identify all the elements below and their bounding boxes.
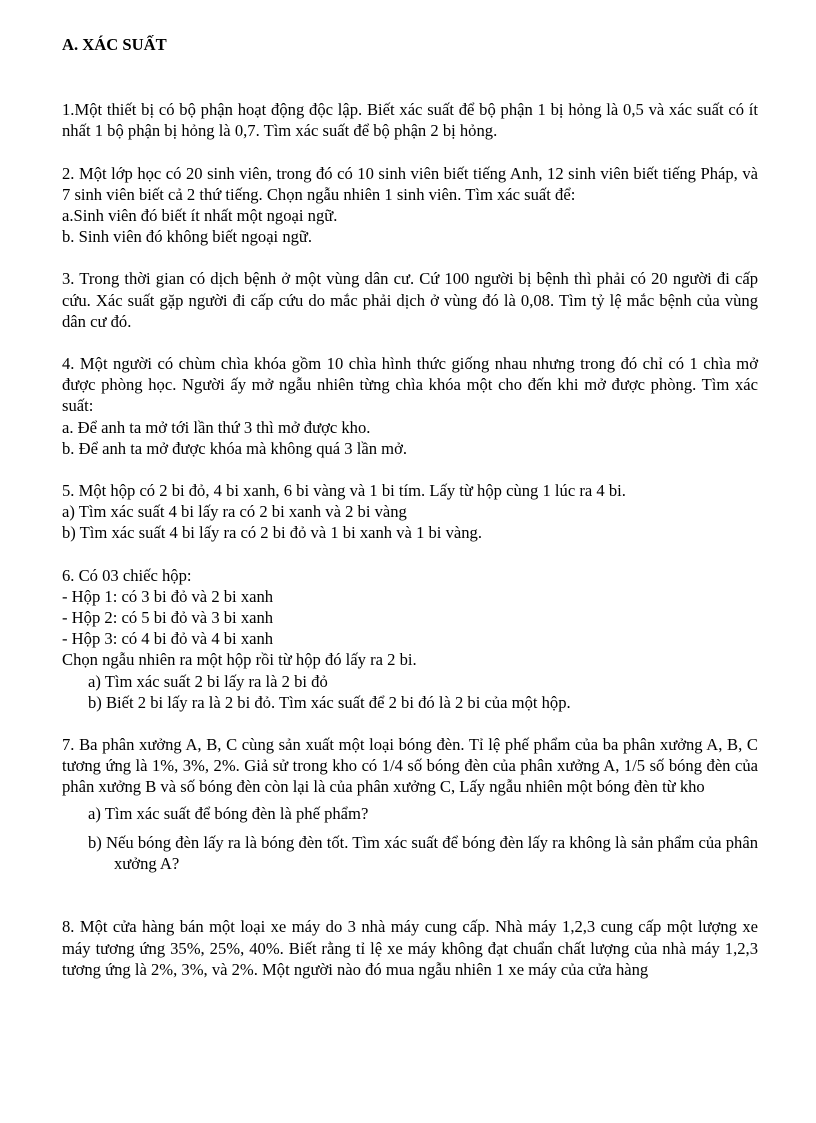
question-6 — [62, 565, 758, 713]
question-7 — [62, 734, 758, 874]
question-2 — [62, 163, 758, 248]
document-page — [62, 34, 758, 1001]
question-3-text: 3. Trong thời gian có dịch bệnh ở một vùng dân cư. Cứ 100 người bị bệnh thì phải có 20 người đi cấp cứu. Xác suất gặp người đi cấp cứu do mắc phải dịch ở vùng đó là 0,08. Tìm tỷ lệ mắc bệnh của vùng dân cư đó. — [62, 269, 758, 331]
question-6-choose: Chọn ngẫu nhiên ra một hộp rồi từ hộp đó lấy ra 2 bi. — [62, 650, 417, 670]
question-7-part-a: a) Tìm xác suất để bóng đèn là phế phẩm? — [88, 803, 369, 823]
question-4-part-a: a. Để anh ta mở tới lần thứ 3 thì mở được kho. — [62, 417, 371, 437]
question-1 — [62, 99, 758, 141]
question-6-text: 6. Có 03 chiếc hộp: — [62, 565, 192, 585]
question-2-part-b: b. Sinh viên đó không biết ngoại ngữ. — [62, 227, 313, 247]
question-6-box-3: - Hộp 3: có 4 bi đỏ và 4 bi xanh — [62, 629, 274, 649]
question-6-box-1: - Hộp 1: có 3 bi đỏ và 2 bi xanh — [62, 586, 274, 606]
question-5-text: 5. Một hộp có 2 bi đỏ, 4 bi xanh, 6 bi vàng và 1 bi tím. Lấy từ hộp cùng 1 lúc ra 4 bi. — [62, 481, 626, 501]
question-8 — [62, 916, 758, 980]
question-1-text: 1.Một thiết bị có bộ phận hoạt động độc lập. Biết xác suất để bộ phận 1 bị hỏng là 0,5 và xác suất có ít nhất 1 bộ phận bị hỏng là 0,7. Tìm xác suất để bộ phận 2 bị hỏng. — [62, 100, 758, 141]
question-2-part-a: a.Sinh viên đó biết ít nhất một ngoại ngữ. — [62, 206, 338, 226]
question-7-part-b: b) Nếu bóng đèn lấy ra là bóng đèn tốt. Tìm xác suất để bóng đèn lấy ra không là sản phẩm của phân xưởng A? — [88, 832, 758, 874]
question-6-part-b: b) Biết 2 bi lấy ra là 2 bi đỏ. Tìm xác suất để 2 bi đó là 2 bi của một hộp. — [88, 692, 571, 712]
question-5 — [62, 480, 758, 544]
question-5-part-a: a) Tìm xác suất 4 bi lấy ra có 2 bi xanh và 2 bi vàng — [62, 502, 407, 522]
question-4-text: 4. Một người có chùm chìa khóa gồm 10 chìa hình thức giống nhau nhưng trong đó chỉ có 1 chìa mở được phòng học. Người ấy mở ngẫu nhiên từng chìa khóa một cho đến khi mở được phòng. Tìm xác suất: — [62, 354, 758, 416]
question-4 — [62, 353, 758, 459]
question-4-part-b: b. Để anh ta mở được khóa mà không quá 3 lần mở. — [62, 438, 407, 458]
question-7-text: 7. Ba phân xưởng A, B, C cùng sản xuất một loại bóng đèn. Tỉ lệ phế phẩm của ba phân xưởng A, B, C tương ứng là 1%, 3%, 2%. Giả sử trong kho có 1/4 số bóng đèn của phân xưởng A, 1/5 số bóng đèn của phân xưởng B và số bóng đèn còn lại là của phân xưởng C, Lấy ngẫu nhiên một bóng đèn từ kho — [62, 735, 758, 797]
question-3 — [62, 268, 758, 332]
question-2-text: 2. Một lớp học có 20 sinh viên, trong đó có 10 sinh viên biết tiếng Anh, 12 sinh viên biết tiếng Pháp, và 7 sinh viên biết cả 2 thứ tiếng. Chọn ngẫu nhiên 1 sinh viên. Tìm xác suất để: — [62, 163, 758, 204]
question-6-part-a: a) Tìm xác suất 2 bi lấy ra là 2 bi đỏ — [88, 671, 328, 691]
question-8-text: 8. Một cửa hàng bán một loại xe máy do 3 nhà máy cung cấp. Nhà máy 1,2,3 cung cấp một lượng xe máy tương ứng 35%, 25%, 40%. Biết rằng tỉ lệ xe máy không đạt chuẩn chất lượng của nhà máy 1,2,3 tương ứng là 2%, 3%, và 2%. Một người nào đó mua ngẫu nhiên 1 xe máy của cửa hàng — [62, 917, 758, 979]
question-6-box-2: - Hộp 2: có 5 bi đỏ và 3 bi xanh — [62, 608, 274, 628]
question-5-part-b: b) Tìm xác suất 4 bi lấy ra có 2 bi đỏ và 1 bi xanh và 1 bi vàng. — [62, 523, 482, 543]
section-title: A. XÁC SUẤT — [62, 35, 167, 54]
